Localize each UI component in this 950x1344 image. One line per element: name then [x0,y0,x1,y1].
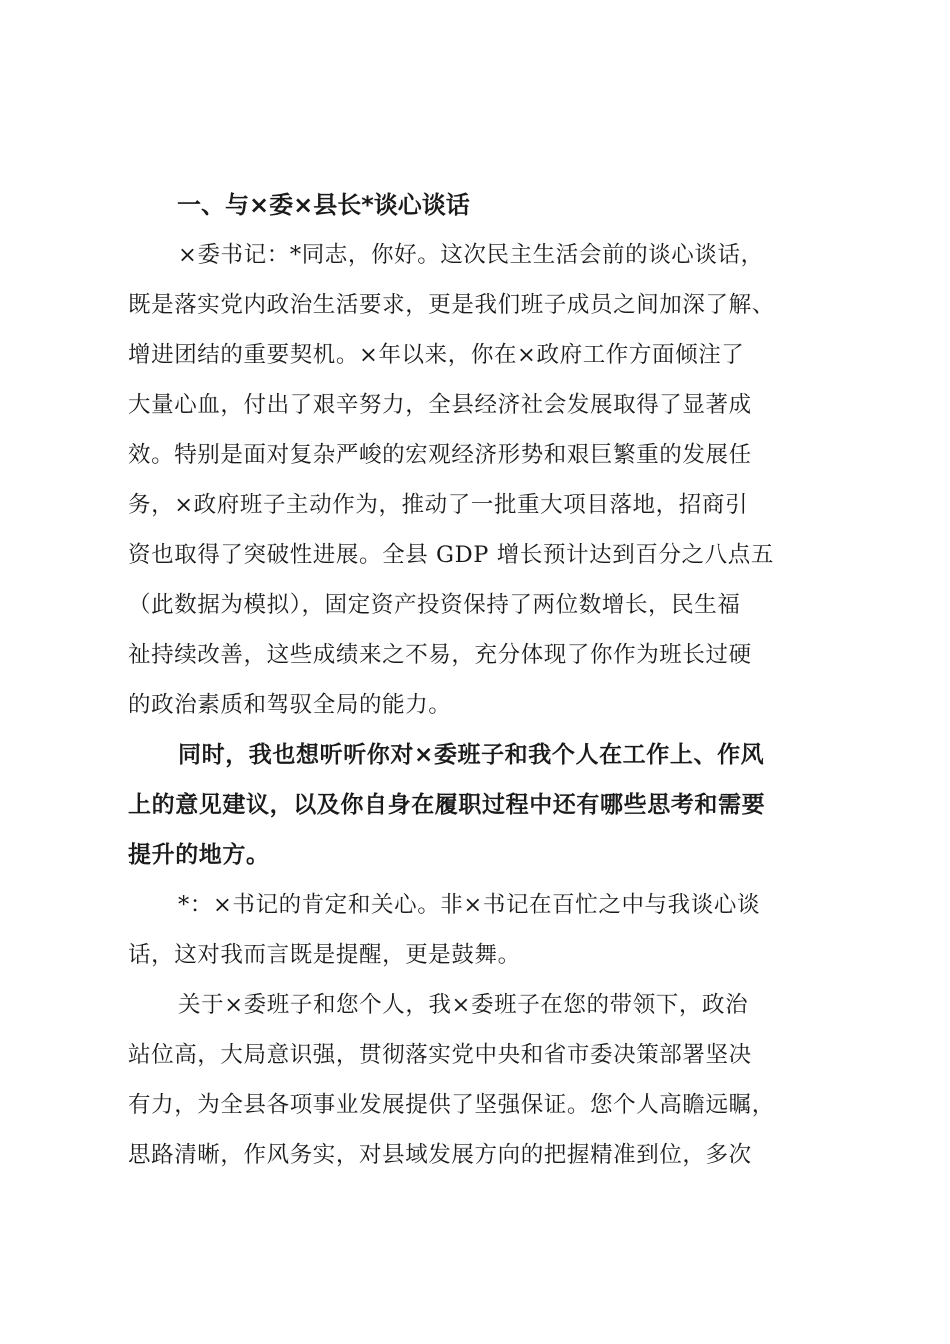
document-body [128,180,834,1180]
text-line: （此数据为模拟），固定资产投资保持了两位数增长，民生福 [128,592,741,618]
text-line: 资也取得了突破性进展。全县 GDP 增长预计达到百分之八点五 [128,542,774,568]
text-line: 上的意见建议，以及你自身在履职过程中还有哪些思考和需要 [128,792,766,818]
text-line: 同时，我也想听听你对×委班子和我个人在工作上、作风 [178,742,765,768]
paragraph-secretary-remarks [128,230,834,730]
section-heading: 一、与×委×县长*谈心谈话 [177,191,470,219]
text-line: 关于×委班子和您个人，我×委班子在您的带领下，政治 [178,992,749,1018]
text-line: 有力，为全县各项事业发展提供了坚强保证。您个人高瞻远瞩， [128,1092,775,1118]
text-line: 增进团结的重要契机。×年以来，你在×政府工作方面倾注了 [128,342,745,368]
text-line: 提升的地方。 [128,842,270,868]
text-line: 的政治素质和驾驭全局的能力。 [128,692,452,718]
paragraph-response-team [128,980,834,1180]
text-line: 话，这对我而言既是提醒，更是鼓舞。 [128,942,521,968]
paragraph-response-thanks [128,880,834,980]
text-line: 大量心血，付出了艰辛努力，全县经济社会发展取得了显著成 [128,392,752,418]
text-line: 务，×政府班子主动作为，推动了一批重大项目落地，招商引 [128,492,749,518]
text-line: *：×书记的肯定和关心。非×书记在百忙之中与我谈心谈 [178,892,761,918]
text-line: 站位高，大局意识强，贯彻落实党中央和省市委决策部署坚决 [128,1042,752,1068]
paragraph-request-feedback [128,730,834,880]
text-line: 思路清晰，作风务实，对县域发展方向的把握精准到位，多次 [128,1142,752,1168]
text-line: 效。特别是面对复杂严峻的宏观经济形势和艰巨繁重的发展任 [128,442,752,468]
text-line: ×委书记：*同志，你好。这次民主生活会前的谈心谈话， [178,242,764,268]
text-line: 既是落实党内政治生活要求，更是我们班子成员之间加深了解、 [128,292,775,318]
text-line: 祉持续改善，这些成绩来之不易，充分体现了你作为班长过硬 [128,642,752,668]
